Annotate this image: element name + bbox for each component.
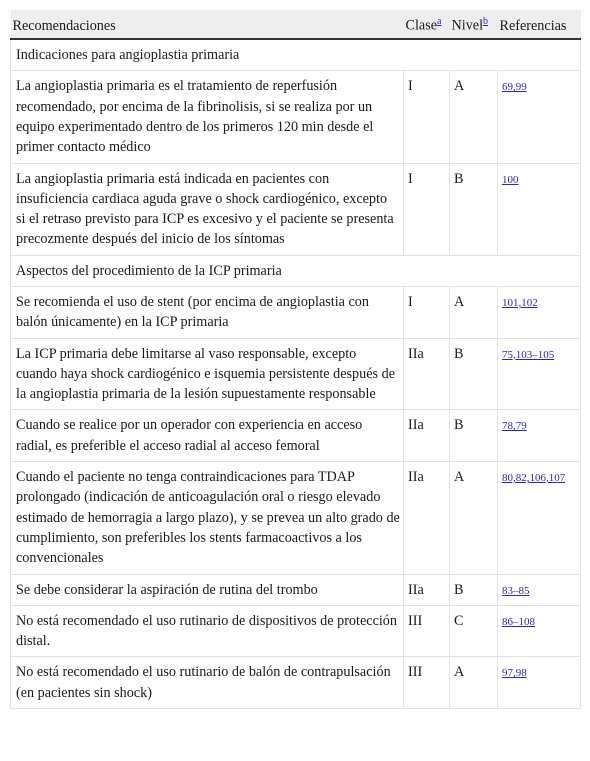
reference-link[interactable]: 75,103–105 [502, 348, 555, 361]
header-nivel-label: Nivel [451, 17, 484, 34]
class-cell: III [404, 657, 450, 709]
table-row [11, 410, 581, 462]
reference-cell [498, 410, 581, 462]
section-row [11, 255, 581, 286]
header-clase-label: Clase [405, 17, 438, 34]
section-title: Indicaciones para angioplastia primaria [11, 39, 581, 71]
section-title: Aspectos del procedimiento de la ICP primaria [11, 255, 581, 286]
footnote-a-link[interactable]: a [437, 16, 442, 27]
reference-link[interactable]: 100 [502, 173, 519, 186]
level-cell: A [450, 71, 498, 163]
table-row [11, 163, 581, 255]
header-clase [404, 10, 450, 39]
level-cell: B [450, 163, 498, 255]
header-referencias: Referencias [498, 10, 581, 39]
class-cell: I [404, 71, 450, 163]
level-cell: A [450, 287, 498, 339]
table-row [11, 574, 581, 605]
table-header-row [11, 10, 581, 39]
recommendation-text: La angioplastia primaria es el tratamiento de reperfusión recomendado, por encima de la fibrinolisis, si se realiza por un equipo experimentado dentro de los primeros 120 min desde el primer contacto médico [11, 71, 404, 163]
reference-cell [498, 287, 581, 339]
recommendation-text: Cuando el paciente no tenga contraindicaciones para TDAP prolongado (indicación de anticoagulación oral o riesgo elevado estimado de hemorragia a largo plazo), y se prevea un alto grado de cumplimiento, son preferibles los stents farmacoactivos a los convencionales [11, 462, 404, 574]
header-recomendaciones: Recomendaciones [11, 10, 404, 39]
recommendations-table [10, 10, 581, 709]
reference-link[interactable]: 86–108 [502, 615, 535, 628]
reference-link[interactable]: 78,79 [502, 420, 527, 433]
level-cell: B [450, 574, 498, 605]
level-cell: A [450, 657, 498, 709]
recommendation-text: Cuando se realice por un operador con experiencia en acceso radial, es preferible el acceso radial al acceso femoral [11, 410, 404, 462]
table-row [11, 338, 581, 410]
level-cell: B [450, 410, 498, 462]
recommendation-text: La angioplastia primaria está indicada en pacientes con insuficiencia cardiaca aguda grave o shock cardiogénico, excepto si el retraso previsto para ICP es excesivo y el paciente se presenta precozmente después del inicio de los síntomas [11, 163, 404, 255]
reference-link[interactable]: 80,82,106,107 [502, 472, 566, 485]
reference-link[interactable]: 97,98 [502, 667, 527, 680]
class-cell: IIa [404, 462, 450, 574]
recommendation-text: No está recomendado el uso rutinario de balón de contrapulsación (en pacientes sin shock) [11, 657, 404, 709]
class-cell: III [404, 605, 450, 657]
reference-cell [498, 605, 581, 657]
table-row [11, 657, 581, 709]
level-cell: B [450, 338, 498, 410]
reference-cell [498, 163, 581, 255]
class-cell: IIa [404, 410, 450, 462]
reference-cell [498, 338, 581, 410]
recommendation-text: La ICP primaria debe limitarse al vaso responsable, excepto cuando haya shock cardiogénico e isquemia persistente después de la angioplastia primaria de la lesión supuestamente responsable [11, 338, 404, 410]
table-row [11, 605, 581, 657]
table-row [11, 287, 581, 339]
reference-cell [498, 657, 581, 709]
class-cell: I [404, 163, 450, 255]
recommendation-text: No está recomendado el uso rutinario de dispositivos de protección distal. [11, 605, 404, 657]
level-cell: C [450, 605, 498, 657]
recommendation-text: Se debe considerar la aspiración de rutina del trombo [11, 574, 404, 605]
reference-link[interactable]: 101,102 [502, 297, 538, 309]
reference-link[interactable]: 83–85 [502, 584, 530, 597]
table-row [11, 462, 581, 574]
level-cell: A [450, 462, 498, 574]
class-cell: I [404, 287, 450, 339]
reference-cell [498, 574, 581, 605]
reference-cell [498, 462, 581, 574]
reference-cell [498, 71, 581, 163]
class-cell: IIa [404, 338, 450, 410]
recommendation-text: Se recomienda el uso de stent (por encima de angioplastia con balón únicamente) en la ICP primaria [11, 287, 404, 339]
recommendations-table-container [10, 10, 580, 709]
reference-link[interactable]: 69,99 [502, 81, 527, 94]
footnote-b-link[interactable]: b [483, 16, 489, 27]
class-cell: IIa [404, 574, 450, 605]
section-row [11, 39, 581, 71]
table-row [11, 71, 581, 163]
header-nivel [450, 10, 498, 39]
